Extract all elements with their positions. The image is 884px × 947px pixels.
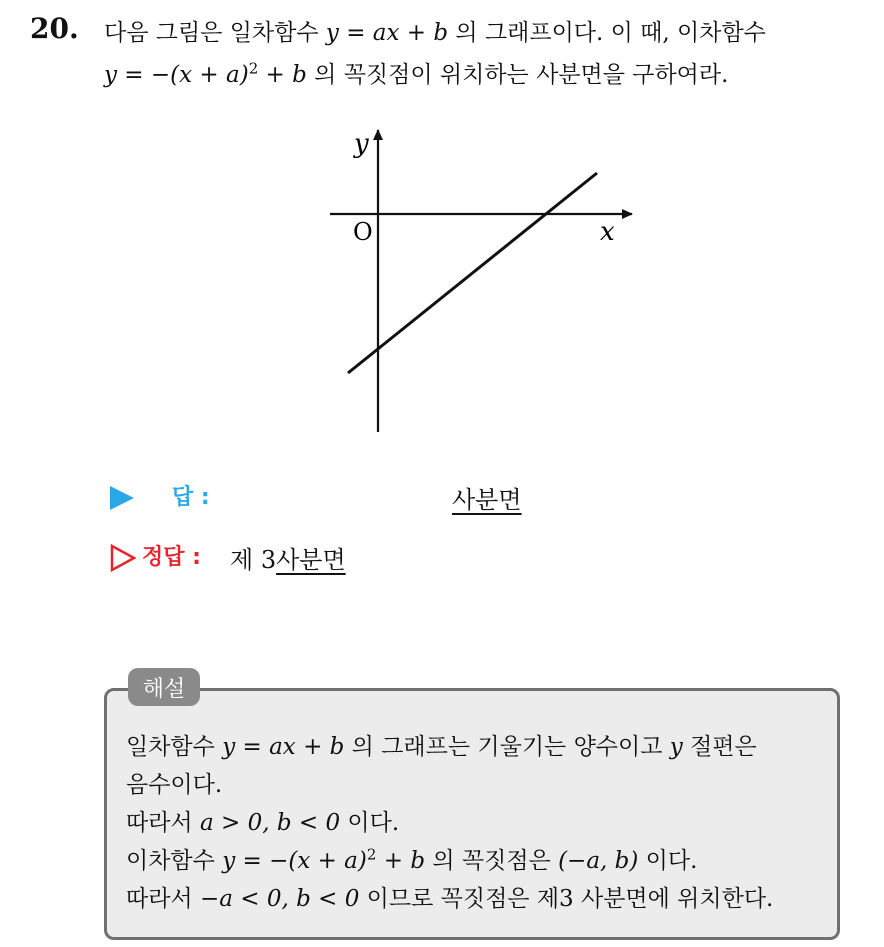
vertex-point: (−a, b) (558, 848, 639, 874)
y-axis-label: y (354, 129, 369, 159)
inequality: a > 0, b < 0 (199, 810, 341, 836)
play-outline-icon (110, 544, 136, 572)
y-variable: y (669, 734, 683, 760)
text: 따라서 (126, 886, 200, 912)
question-line-1 (104, 14, 766, 47)
question-number: 20. (30, 12, 79, 45)
linear-equation: y = ax + b (222, 734, 345, 760)
question-text: 의 꼭짓점이 위치하는 사분면을 구하여라. (306, 62, 729, 88)
correct-value (230, 540, 346, 575)
explanation-line-5 (126, 880, 773, 913)
explanation-line-3 (126, 804, 399, 837)
exponent: 2 (366, 845, 377, 864)
correct-underlined: 사분면 (276, 546, 346, 574)
answer-value: 사분면 (452, 486, 522, 514)
quadratic-equation: y = −(x + a) (104, 62, 249, 88)
text: 절편은 (682, 734, 757, 760)
question-text: 다음 그림은 일차함수 (104, 20, 326, 46)
explanation-line-1 (126, 728, 757, 761)
explanation-line-4 (126, 842, 697, 875)
quadratic-equation-tail: + b (376, 848, 426, 874)
question-line-2 (104, 56, 728, 89)
text: 이다. (638, 848, 698, 874)
correct-label: 정답 : (142, 545, 201, 570)
text: 따라서 (126, 810, 200, 836)
inequality: −a < 0, b < 0 (199, 886, 360, 912)
answer-label: 답 : (172, 485, 210, 510)
question-text: 의 그래프이다. 이 때, 이차함수 (448, 20, 766, 46)
quadratic-equation-tail: + b (258, 62, 307, 88)
explanation-line-2: 음수이다. (126, 772, 223, 798)
x-axis-label: x (600, 217, 615, 247)
correct-prefix: 제 3 (230, 546, 277, 574)
function-line (348, 173, 597, 373)
text: 일차함수 (126, 734, 223, 760)
text: 이다. (340, 810, 400, 836)
explanation-tab: 해설 (128, 668, 200, 706)
linear-function-graph (320, 120, 650, 440)
linear-equation: y = ax + b (325, 20, 449, 46)
text: 이차함수 (126, 848, 223, 874)
text: 이므로 꼭짓점은 제3 사분면에 위치한다. (359, 886, 774, 912)
quadratic-equation: y = −(x + a) (222, 848, 367, 874)
text: 의 그래프는 기울기는 양수이고 (344, 734, 670, 760)
play-icon (110, 486, 134, 510)
origin-label: O (353, 218, 373, 246)
text: 의 꼭짓점은 (425, 848, 559, 874)
exponent: 2 (248, 59, 259, 78)
